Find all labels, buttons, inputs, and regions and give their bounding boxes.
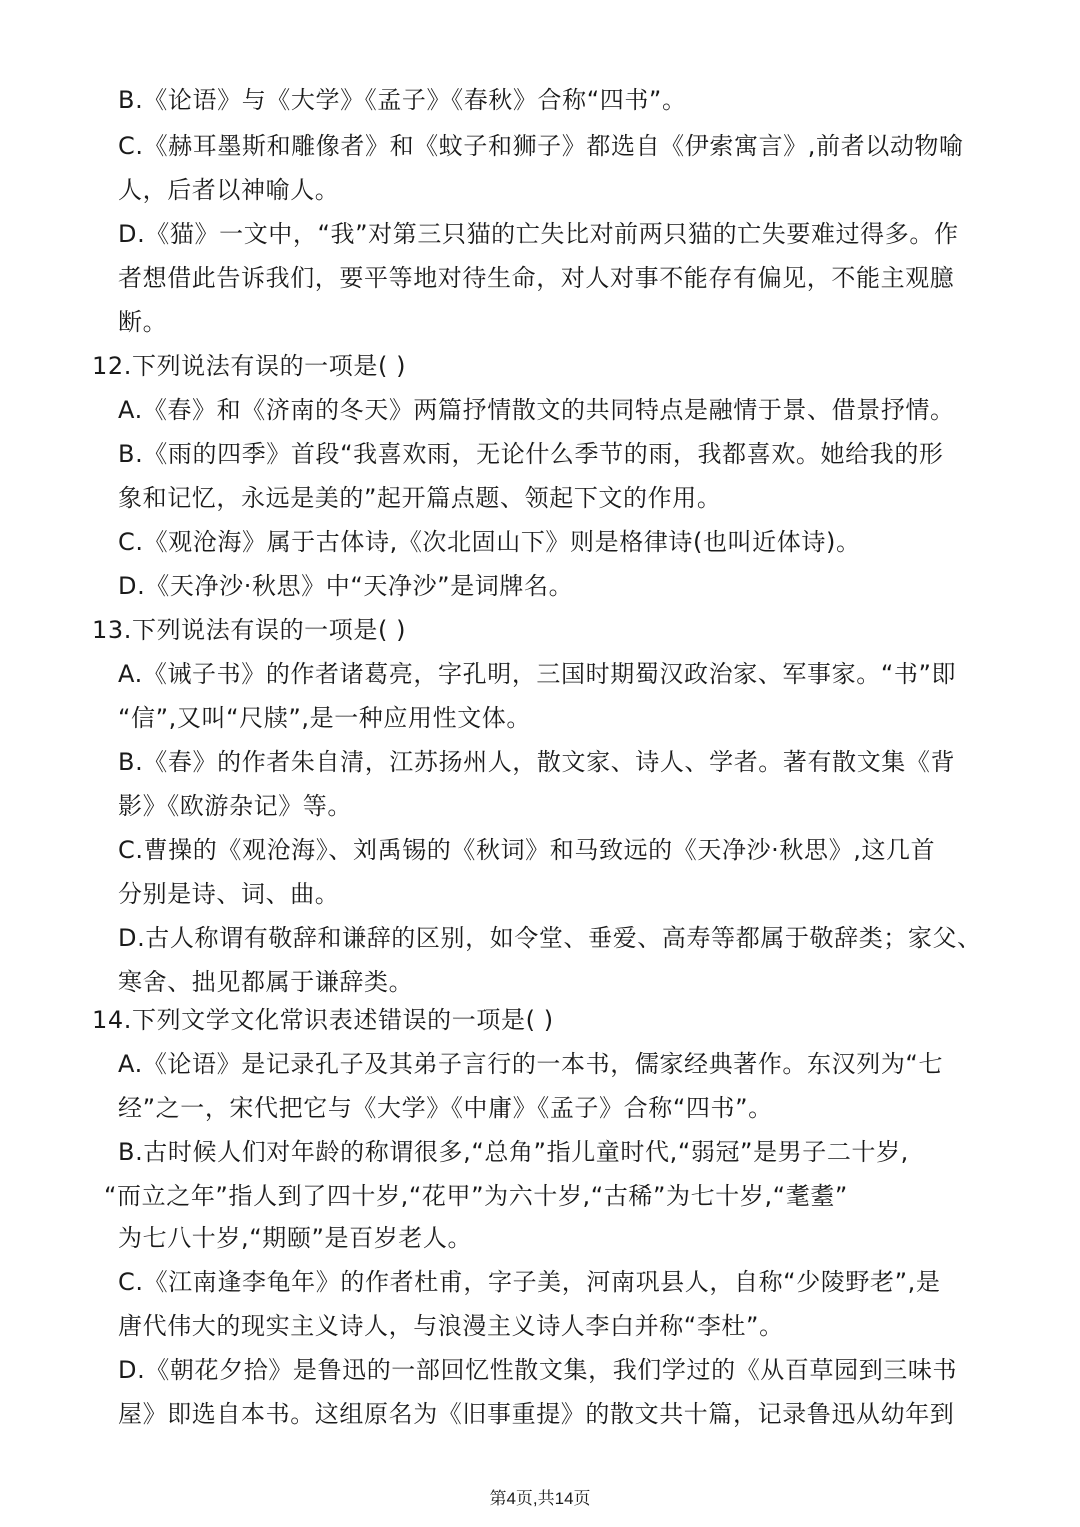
q13-stem: 13.下列说法有误的一项是( ) <box>92 616 407 644</box>
q13-option-b-line2: 影》《欧游杂记》等。 <box>118 792 352 820</box>
q14-option-b-line3: 为七八十岁,“期颐”是百岁老人。 <box>118 1224 473 1252</box>
q12-option-b-line1: B.《雨的四季》首段“我喜欢雨，无论什么季节的雨，我都喜欢。她给我的形 <box>118 440 944 468</box>
q11-option-c-line1: C.《赫耳墨斯和雕像者》和《蚊子和狮子》都选自《伊索寓言》,前者以动物喻 <box>118 132 964 160</box>
q12-option-d: D.《天净沙·秋思》中“天净沙”是词牌名。 <box>118 572 574 600</box>
q13-option-c-line1: C.曹操的《观沧海》、刘禹锡的《秋词》和马致远的《天净沙·秋思》,这几首 <box>118 836 936 864</box>
q13-option-d-line1: D.古人称谓有敬辞和谦辞的区别，如令堂、垂爱、高寿等都属于敬辞类；家父、 <box>118 924 982 952</box>
q14-option-a-line2: 经”之一，宋代把它与《大学》《中庸》《孟子》合称“四书”。 <box>118 1094 773 1122</box>
q14-option-d-line2: 屋》即选自本书。这组原名为《旧事重提》的散文共十篇，记录鲁迅从幼年到 <box>118 1400 955 1428</box>
q13-option-d-line2: 寒舍、拙见都属于谦辞类。 <box>118 968 414 996</box>
q11-option-d-line3: 断。 <box>118 308 168 336</box>
q14-option-b-line2: “而立之年”指人到了四十岁,“花甲”为六十岁,“古稀”为七十岁,“耄耋” <box>104 1182 848 1210</box>
q14-stem: 14.下列文学文化常识表述错误的一项是( ) <box>92 1006 554 1034</box>
q12-option-a: A.《春》和《济南的冬天》两篇抒情散文的共同特点是融情于景、借景抒情。 <box>118 396 955 424</box>
q11-option-d-line2: 者想借此告诉我们，要平等地对待生命，对人对事不能存有偏见，不能主观臆 <box>118 264 955 292</box>
q14-option-c-line2: 唐代伟大的现实主义诗人，与浪漫主义诗人李白并称“李杜”。 <box>118 1312 784 1340</box>
q14-option-d-line1: D.《朝花夕拾》是鲁迅的一部回忆性散文集，我们学过的《从百草园到三味书 <box>118 1356 958 1384</box>
q12-stem: 12.下列说法有误的一项是( ) <box>92 352 407 380</box>
q13-option-b-line1: B.《春》的作者朱自清，江苏扬州人，散文家、诗人、学者。著有散文集《背 <box>118 748 956 776</box>
page-number: 第4页,共14页 <box>489 1489 591 1508</box>
q14-option-b-line1: B.古时候人们对年龄的称谓很多,“总角”指儿童时代,“弱冠”是男子二十岁, <box>118 1138 909 1166</box>
q12-option-c: C.《观沧海》属于古体诗,《次北固山下》则是格律诗(也叫近体诗)。 <box>118 528 861 556</box>
q13-option-a-line2: “信”,又叫“尺牍”,是一种应用性文体。 <box>118 704 531 732</box>
q13-option-a-line1: A.《诫子书》的作者诸葛亮，字孔明，三国时期蜀汉政治家、军事家。“书”即 <box>118 660 957 688</box>
q14-option-a-line1: A.《论语》是记录孔子及其弟子言行的一本书，儒家经典著作。东汉列为“七 <box>118 1050 944 1078</box>
q12-option-b-line2: 象和记忆，永远是美的”起开篇点题、领起下文的作用。 <box>118 484 722 512</box>
q11-option-d-line1: D.《猫》一文中，“我”对第三只猫的亡失比对前两只猫的亡失要难过得多。作 <box>118 220 959 248</box>
q11-option-b: B.《论语》与《大学》《孟子》《春秋》合称“四书”。 <box>118 86 687 114</box>
q14-option-c-line1: C.《江南逢李龟年》的作者杜甫，字子美，河南巩县人，自称“少陵野老”,是 <box>118 1268 941 1296</box>
q11-option-c-line2: 人，后者以神喻人。 <box>118 176 340 204</box>
q13-option-c-line2: 分别是诗、词、曲。 <box>118 880 340 908</box>
